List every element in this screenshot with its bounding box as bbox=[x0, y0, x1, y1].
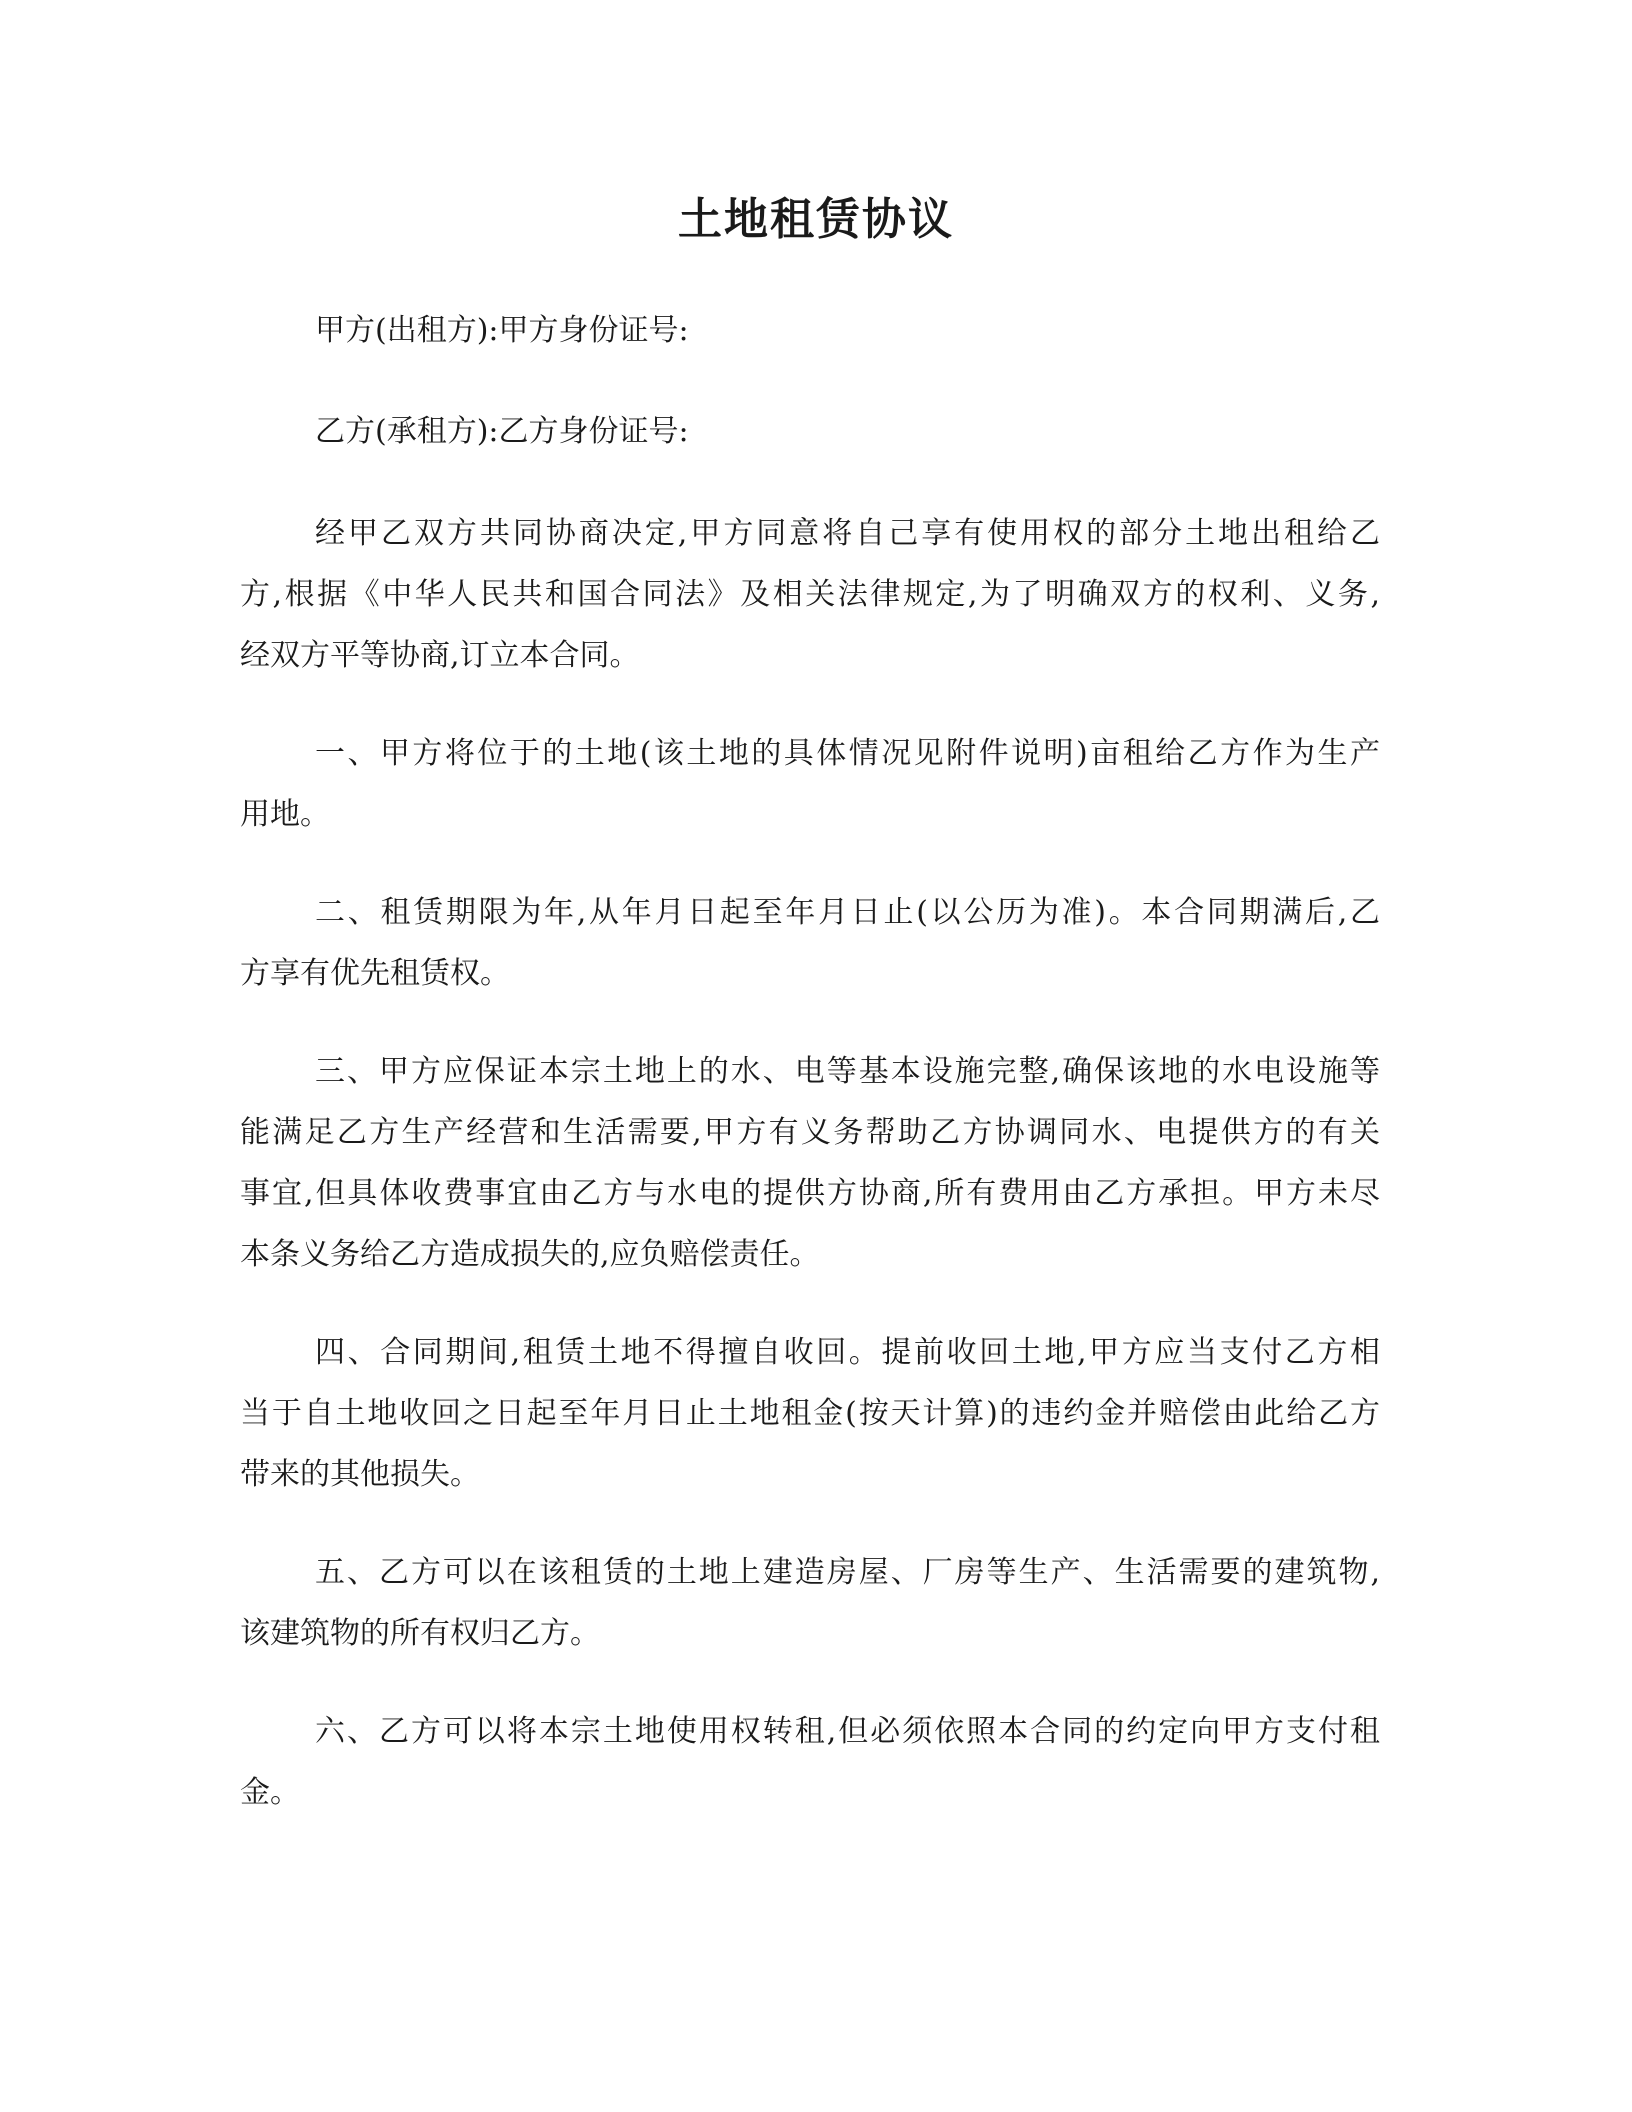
paragraph-line: 方享有优先租赁权。 bbox=[240, 956, 510, 991]
paragraph-line: 三、甲方应保证本宗土地上的水、电等基本设施完整,确保该地的水电设施等 bbox=[315, 1054, 1380, 1089]
paragraph bbox=[240, 1542, 1380, 1664]
paragraph-line: 当于自土地收回之日起至年月日止土地租金(按天计算)的违约金并赔偿由此给乙方 bbox=[240, 1396, 1380, 1431]
document-title: 土地租赁协议 bbox=[678, 194, 954, 245]
paragraph-line: 能满足乙方生产经营和生活需要,甲方有义务帮助乙方协调同水、电提供方的有关 bbox=[240, 1115, 1380, 1150]
paragraph-line: 方,根据《中华人民共和国合同法》及相关法律规定,为了明确双方的权利、义务, bbox=[240, 577, 1380, 612]
paragraph-line: 一、甲方将位于的土地(该土地的具体情况见附件说明)亩租给乙方作为生产 bbox=[315, 736, 1380, 771]
paragraph-line: 经双方平等协商,订立本合同。 bbox=[240, 638, 640, 673]
paragraph-line: 该建筑物的所有权归乙方。 bbox=[240, 1616, 600, 1651]
paragraph bbox=[240, 882, 1380, 1004]
paragraph-line: 经甲乙双方共同协商决定,甲方同意将自己享有使用权的部分土地出租给乙 bbox=[315, 516, 1380, 551]
paragraph bbox=[240, 723, 1380, 845]
paragraph-line: 六、乙方可以将本宗土地使用权转租,但必须依照本合同的约定向甲方支付租 bbox=[315, 1714, 1380, 1749]
paragraph bbox=[240, 1041, 1380, 1285]
party-a-line: 甲方(出租方):甲方身份证号: bbox=[315, 313, 689, 348]
paragraph-line: 带来的其他损失。 bbox=[240, 1457, 480, 1492]
document-body bbox=[240, 503, 1380, 1860]
paragraph-line: 金。 bbox=[240, 1775, 300, 1810]
paragraph bbox=[240, 1322, 1380, 1505]
paragraph bbox=[240, 503, 1380, 686]
paragraph-line: 五、乙方可以在该租赁的土地上建造房屋、厂房等生产、生活需要的建筑物, bbox=[315, 1555, 1380, 1590]
paragraph bbox=[240, 1701, 1380, 1823]
paragraph-line: 用地。 bbox=[240, 797, 330, 832]
paragraph-line: 二、租赁期限为年,从年月日起至年月日止(以公历为准)。本合同期满后,乙 bbox=[315, 895, 1380, 930]
party-b-line: 乙方(承租方):乙方身份证号: bbox=[315, 414, 689, 449]
paragraph-line: 四、合同期间,租赁土地不得擅自收回。提前收回土地,甲方应当支付乙方相 bbox=[315, 1335, 1380, 1370]
paragraph-line: 事宜,但具体收费事宜由乙方与水电的提供方协商,所有费用由乙方承担。甲方未尽 bbox=[240, 1176, 1380, 1211]
paragraph-line: 本条义务给乙方造成损失的,应负赔偿责任。 bbox=[240, 1237, 820, 1272]
